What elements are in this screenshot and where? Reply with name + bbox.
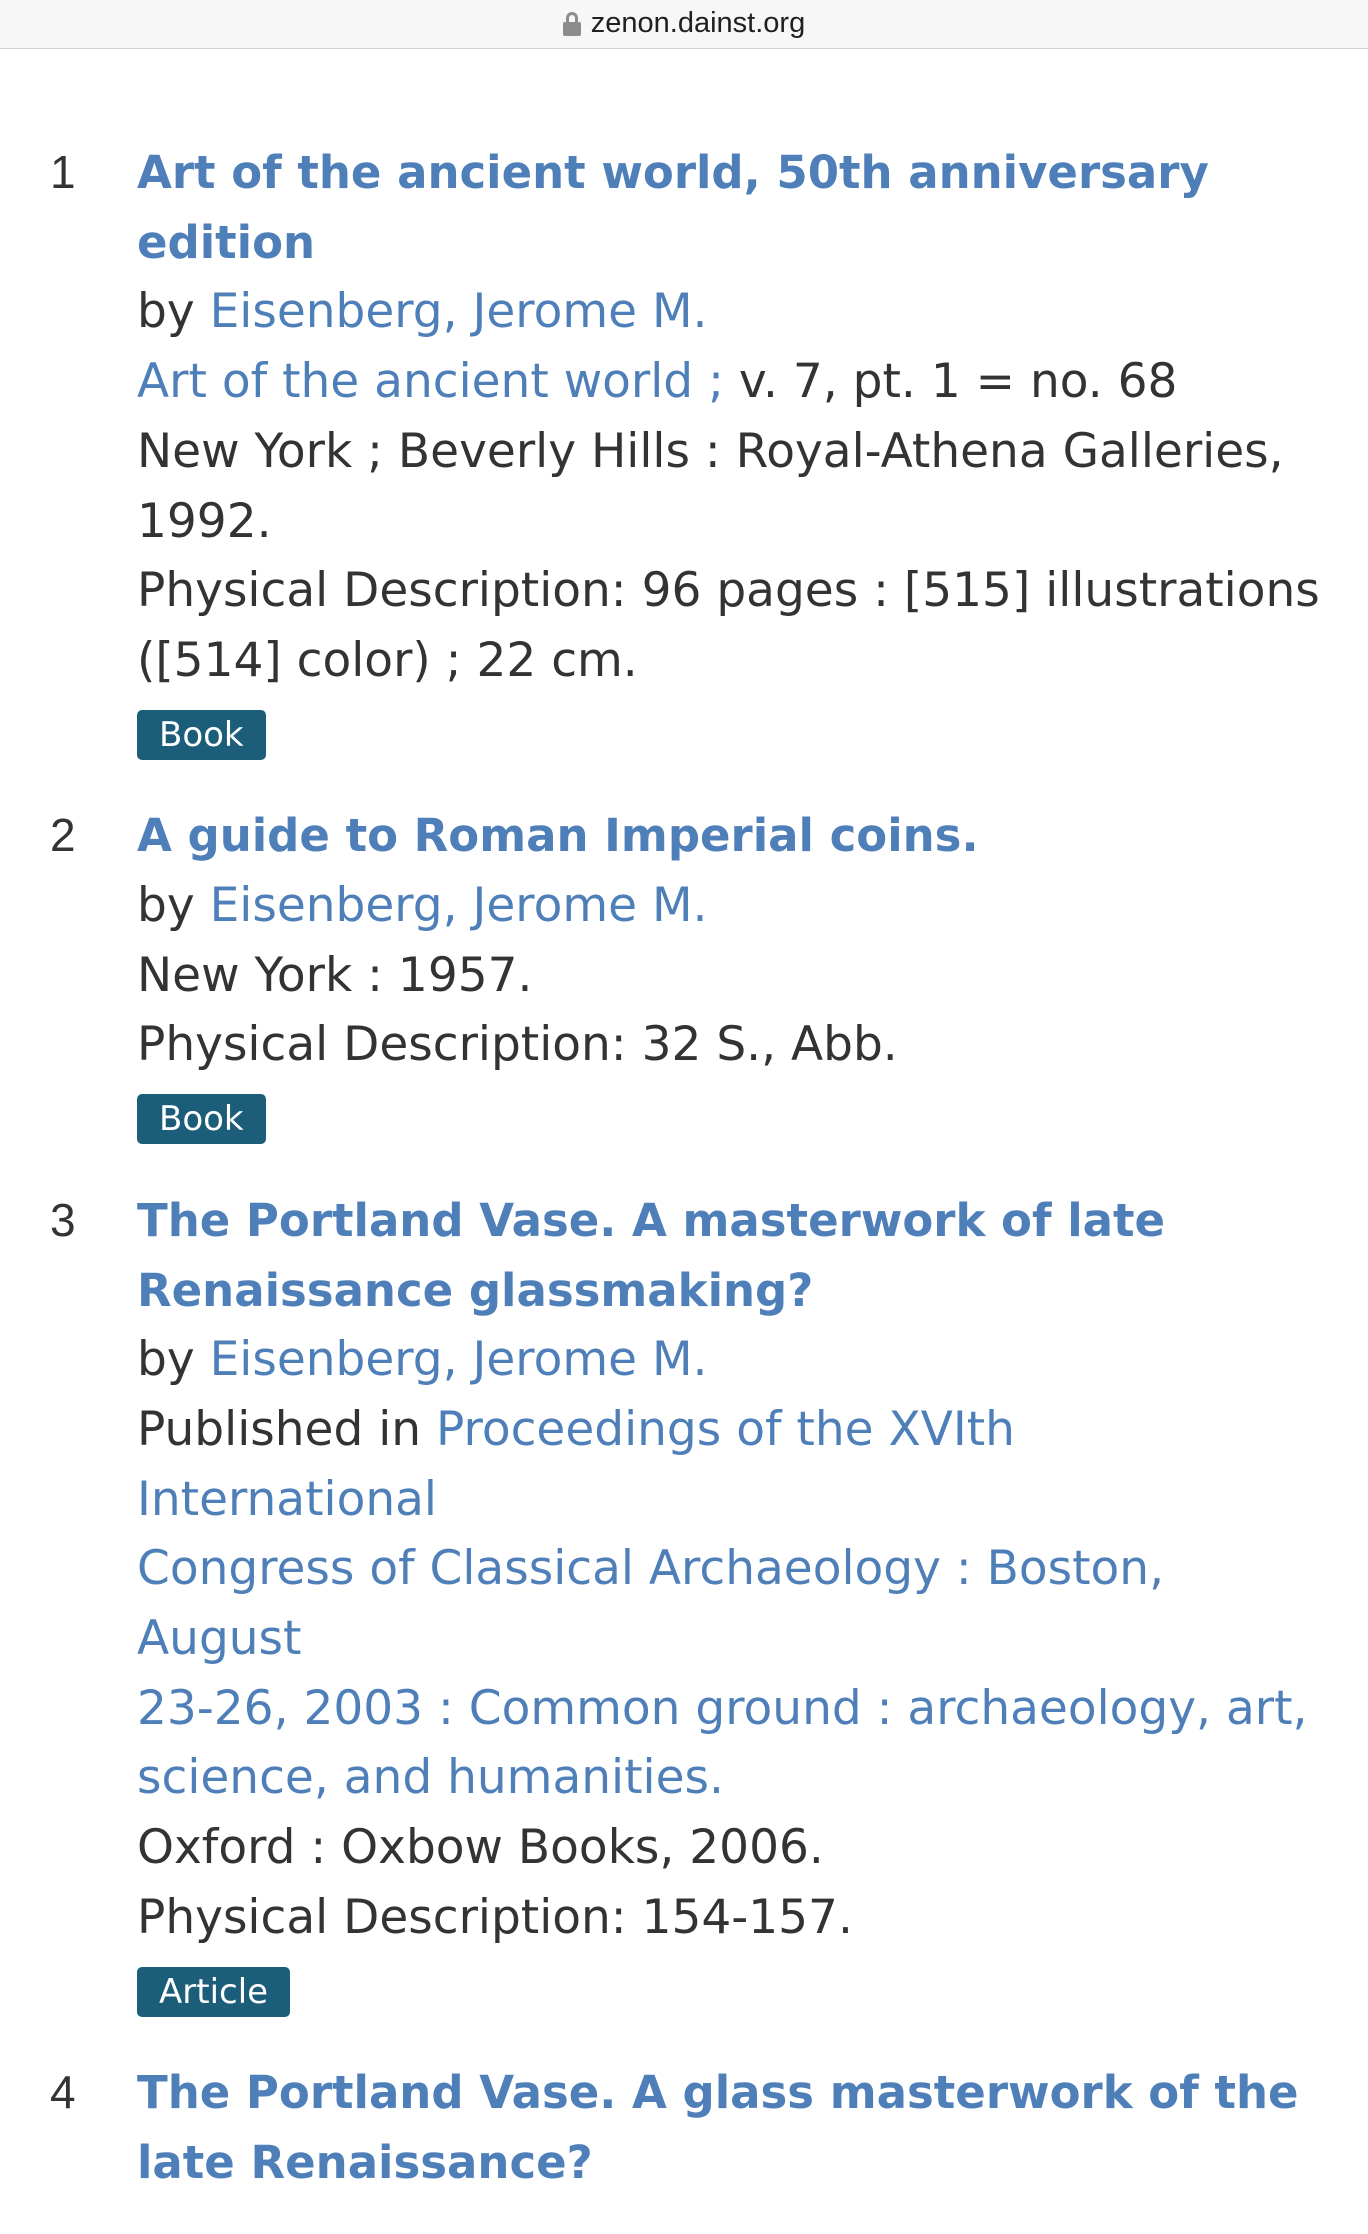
url-text: zenon.dainst.org — [590, 6, 806, 39]
results-list — [0, 138, 1368, 2234]
container-link[interactable]: 23-26, 2003 : Common ground : archaeology, art, — [137, 1680, 1308, 1736]
physical-description: Physical Description: 96 pages : [515] illustrations — [137, 563, 1320, 619]
author-line — [137, 871, 1328, 941]
format-badge: Book — [137, 1094, 266, 1144]
result-title-link[interactable] — [137, 801, 1328, 871]
result-item — [0, 2058, 1368, 2197]
result-number: 1 — [50, 146, 76, 198]
publication-line: Oxford : Oxbow Books, 2006. — [137, 1820, 824, 1876]
by-label: by — [137, 1332, 210, 1388]
result-title-line: The Portland Vase. A masterwork of late — [137, 1193, 1166, 1247]
by-label: by — [137, 284, 210, 340]
author-link[interactable]: Eisenberg, Jerome M. — [209, 1332, 708, 1388]
author-link[interactable]: Eisenberg, Jerome M. — [209, 878, 708, 934]
author-line — [137, 1325, 1328, 1395]
result-title-line: Art of the ancient world, 50th anniversary — [137, 146, 1209, 199]
result-title-line: late Renaissance? — [137, 2135, 593, 2189]
series-link[interactable]: Art of the ancient world ; — [137, 354, 739, 410]
result-number: 4 — [50, 2066, 76, 2119]
publication-line: New York : 1957. — [137, 947, 533, 1003]
format-badge: Book — [137, 710, 266, 760]
result-title-line: Renaissance glassmaking? — [137, 1263, 814, 1317]
physical-description: Physical Description: 154-157. — [137, 1889, 853, 1945]
published-in-label: Published in — [137, 1401, 437, 1457]
physical-description: Physical Description: 32 S., Abb. — [137, 1017, 898, 1073]
result-title-line: edition — [137, 215, 316, 269]
address-bar[interactable] — [0, 0, 1368, 49]
published-in-line — [137, 1395, 1328, 1534]
publication-line: 1992. — [137, 493, 272, 549]
by-label: by — [137, 878, 210, 934]
format-badge: Article — [137, 1967, 290, 2017]
container-link[interactable]: science, and humanities. — [137, 1750, 724, 1806]
physical-description: ([514] color) ; 22 cm. — [137, 632, 638, 688]
result-title-line: A guide to Roman Imperial coins. — [137, 809, 979, 863]
series-volume: v. 7, pt. 1 = no. 68 — [738, 354, 1178, 410]
result-title-line: The Portland Vase. A glass masterwork of the — [137, 2066, 1299, 2120]
result-title-link[interactable] — [137, 2058, 1328, 2197]
publication-line: New York ; Beverly Hills : Royal-Athena Galleries, — [137, 423, 1284, 479]
result-item — [0, 1186, 1368, 2022]
author-line — [137, 277, 1328, 347]
result-number: 2 — [50, 809, 76, 862]
result-title-link[interactable] — [137, 138, 1328, 277]
container-link[interactable]: Proceedings of the XVIth International — [137, 1401, 1015, 1527]
result-number: 3 — [50, 1193, 76, 1246]
result-item — [0, 801, 1368, 1150]
series-line — [137, 347, 1328, 417]
container-link[interactable]: Congress of Classical Archaeology : Boston, August — [137, 1541, 1165, 1667]
result-title-link[interactable] — [137, 1186, 1328, 1325]
result-item — [0, 138, 1368, 765]
lock-icon — [563, 12, 581, 36]
author-link[interactable]: Eisenberg, Jerome M. — [209, 284, 708, 340]
